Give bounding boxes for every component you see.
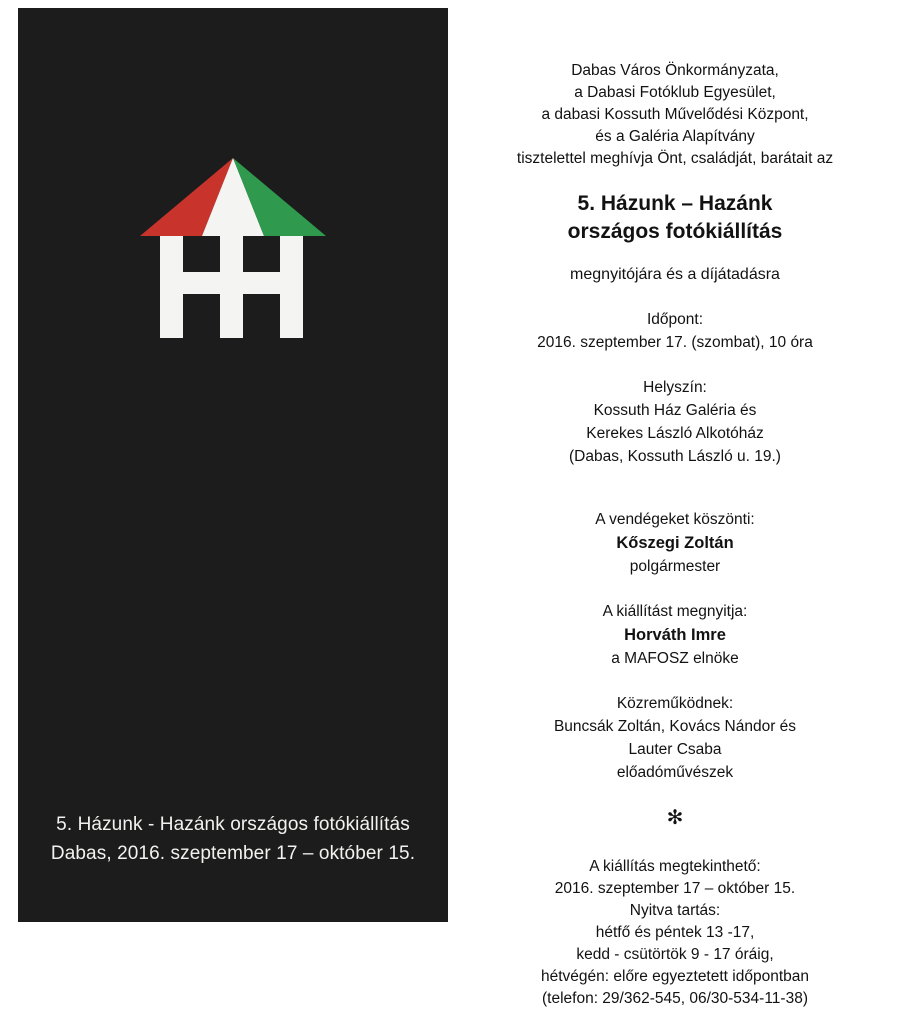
- opener-block: [455, 600, 895, 670]
- left-dark-panel: [18, 8, 448, 922]
- exhibition-title: [455, 190, 895, 246]
- intro-line: és a Galéria Alapítvány: [595, 128, 755, 145]
- opener-label: A kiállítást megnyitja:: [602, 603, 748, 620]
- footer-line: hétvégén: előre egyeztetett időpontban: [540, 968, 809, 985]
- footer-line: hétfő és péntek 13 -17,: [595, 924, 755, 941]
- left-caption-line-2: Dabas, 2016. szeptember 17 – október 15.: [50, 843, 416, 864]
- footer-line: kedd - csütörtök 9 - 17 óráig,: [576, 946, 774, 963]
- greeter-name: Kőszegi Zoltán: [616, 534, 734, 552]
- greeter-role: polgármester: [629, 558, 721, 575]
- event-venue-block: [455, 376, 895, 468]
- performers-label: Közreműködnek:: [616, 695, 734, 712]
- greeter-block: [455, 508, 895, 578]
- venue-label: Helyszín:: [643, 379, 707, 396]
- intro-line: Dabas Város Önkormányzata,: [571, 62, 779, 79]
- spacer: [455, 490, 895, 508]
- invitation-text-panel: [455, 60, 895, 1010]
- invitation-intro: [455, 60, 895, 170]
- performers-line: Buncsák Zoltán, Kovács Nándor és: [553, 718, 797, 735]
- footer-line: Nyitva tartás:: [629, 902, 721, 919]
- double-h-mark: [154, 236, 312, 338]
- opener-name: Horváth Imre: [624, 626, 726, 644]
- venue-line: Kerekes László Alkotóház: [586, 425, 764, 442]
- title-line-2: országos fotókiállítás: [567, 220, 783, 243]
- venue-line: (Dabas, Kossuth László u. 19.): [569, 448, 781, 465]
- tricolour-roof-icon: [140, 158, 326, 236]
- greeter-label: A vendégeket köszönti:: [595, 511, 755, 528]
- footer-line: (telefon: 29/362-545, 06/30-534-11-38): [542, 990, 808, 1007]
- house-logo: [140, 158, 326, 338]
- opener-role: a MAFOSZ elnöke: [611, 650, 739, 667]
- time-value: 2016. szeptember 17. (szombat), 10 óra: [537, 334, 813, 351]
- performers-line: Lauter Csaba: [628, 741, 722, 758]
- asterisk-divider-icon: ✻: [666, 807, 684, 829]
- footer-line: 2016. szeptember 17 – október 15.: [554, 880, 796, 897]
- event-time-block: [455, 308, 895, 354]
- left-caption-line-1: 5. Házunk - Hazánk országos fotókiállítás: [56, 814, 410, 835]
- logo-container: [18, 158, 448, 348]
- title-line-1: 5. Házunk – Hazánk: [577, 192, 773, 215]
- exhibition-footer: [455, 856, 895, 1010]
- footer-line: A kiállítás megtekinthető:: [589, 858, 761, 875]
- venue-line: Kossuth Ház Galéria és: [593, 402, 757, 419]
- performers-block: [455, 692, 895, 784]
- exhibition-subtitle: megnyitójára és a díjátadásra: [570, 266, 780, 283]
- left-caption: [18, 810, 448, 868]
- h-crossbar-2: [220, 272, 303, 294]
- intro-line: a Dabasi Fotóklub Egyesület,: [574, 84, 776, 101]
- intro-line: tisztelettel meghívja Önt, családját, barátait az: [516, 150, 834, 167]
- performers-role: előadóművészek: [616, 764, 734, 781]
- time-label: Időpont:: [646, 311, 704, 328]
- intro-line: a dabasi Kossuth Művelődési Központ,: [541, 106, 809, 123]
